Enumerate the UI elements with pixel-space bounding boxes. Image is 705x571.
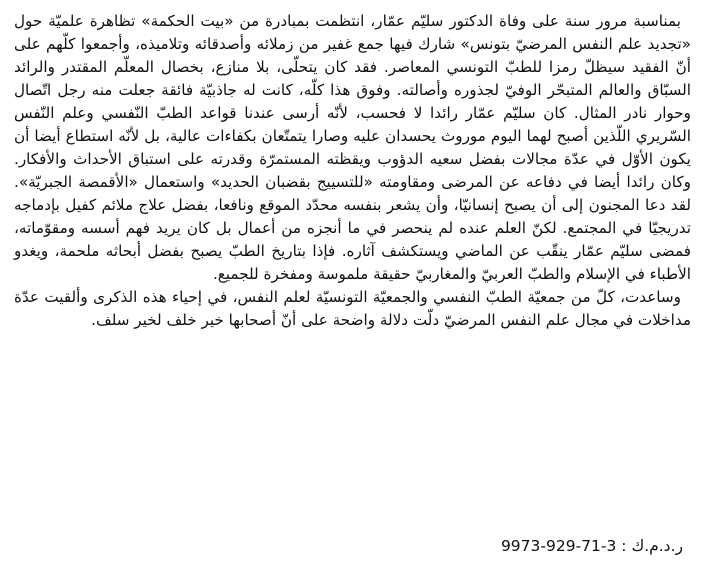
document-body — [14, 10, 691, 332]
isbn-number: ر.د.م.ك : 3-71-929-9973 — [500, 537, 683, 555]
paragraph-intro: بمناسبة مرور سنة على وفاة الدكتور سليّم عمّار، انتظمت بمبادرة من «بيت الحكمة» تظاهرة علميّة حول «تجديد علم النفس المرضيّ بتونس» شارك فيها جمع غفير من زملائه وأصدقائه وتلاميذه، وأجمعوا كلّهم على أنّ الفقيد سيظلّ رمزا للطبّ التونسي المعاصر. فقد كان يتحلّى، بلا منازع، بخصال المعلّم المقتدر والرائد السبّاق والعالم المتبحّر الوفيّ لجذوره وأصالته. وفوق هذا كلّه، كانت له جاذبيّة فائقة جعلت منه رجل اتّصال وحوار نادر المثال. كان سليّم عمّار رائدا لا فحسب، لأنّه أرسى عندنا قواعد الطبّ النّفسي وعلم النّفس السّريري اللّذين أصبح لهما اليوم موروث يحسدان عليه وصارا يتمتّعان بكفاءات عالية، بل لأنّه استطاع أيضا أن يكون الأوّل في عدّة مجالات بفضل سعيه الدؤوب ويقظته المستمرّة وقدرته على استباق الأحداث والأفكار. وكان رائدا أيضا في دفاعه عن المرضى ومقاومته «للتسييج بقضبان الحديد» واستعمال «الأقمصة الجبريّة». لقد دعا المجنون إلى أن يصبح إنسانيّا، وأن يشعر بنفسه محدّد الموقع ونافعا، بفضل علاج ملائم كفيل بإدماجه تدريجيّا في المجتمع. لكنّ العلم عنده لم ينحصر في ما أنجزه من أعمال بل كان يريد فهم أسسه ومقوّماته، فمضى سليّم عمّار ينقّب عن الماضي ويستكشف آثاره. فإذا بتاريخ الطبّ يصبح بفضل أبحاثه ملحمة، ويغدو الأطباء في الإسلام والطبّ العربيّ والمغاربيّ حقيقة ملموسة ومفخرة للجميع. — [14, 12, 691, 283]
paragraph-closing: وساعدت، كلّ من جمعيّة الطبّ النفسي والجمعيّة التونسيّة لعلم النفس، في إحياء هذه الذكرى وألقيت عدّة مداخلات في مجال علم النفس المرضيّ دلّت دلالة واضحة على أنّ أصحابها خير خلف لخير سلف. — [14, 288, 691, 329]
